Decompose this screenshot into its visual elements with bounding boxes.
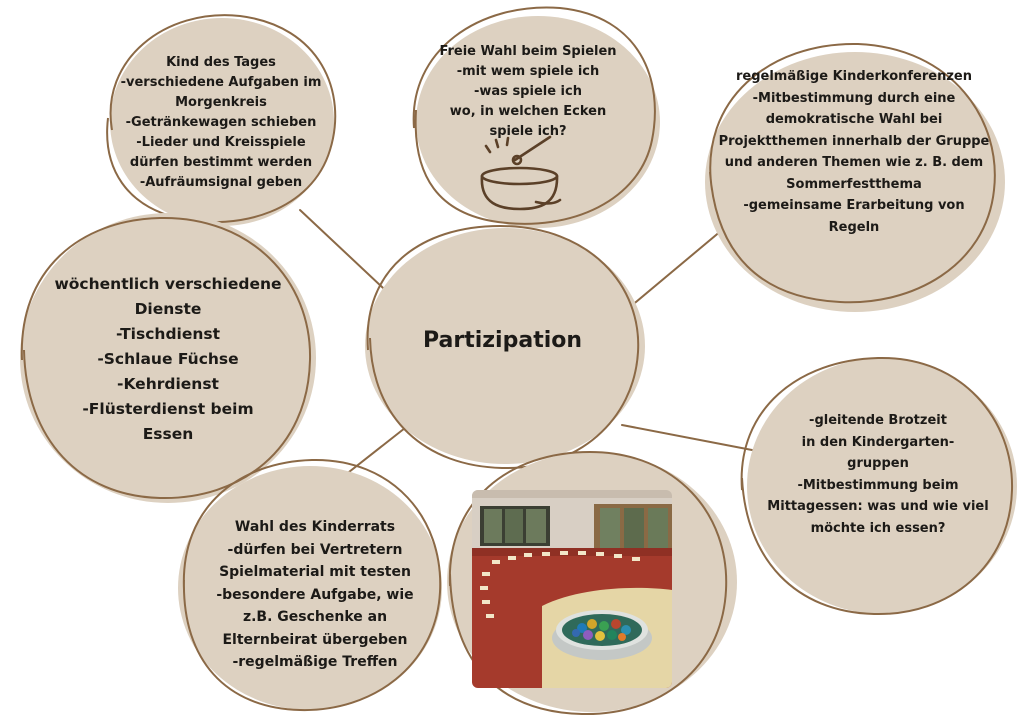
line: wo, in welchen Ecken bbox=[449, 104, 607, 119]
classroom-photo bbox=[472, 490, 672, 688]
line: -mit wem spiele ich bbox=[456, 64, 600, 79]
line: Kind des Tages bbox=[166, 55, 276, 70]
center-title: Partizipation bbox=[422, 328, 583, 353]
line: -gemeinsame Erarbeitung von bbox=[743, 198, 965, 213]
line: -Lieder und Kreisspiele bbox=[136, 135, 306, 150]
line: -verschiedene Aufgaben im bbox=[120, 75, 322, 90]
line: Sommerfestthema bbox=[786, 176, 922, 192]
line: -was spiele ich bbox=[474, 84, 582, 99]
line: Freie Wahl beim Spielen bbox=[439, 44, 617, 59]
line: regelmäßige Kinderkonferenzen bbox=[736, 69, 972, 84]
line: -besondere Aufgabe, wie bbox=[216, 586, 414, 603]
text-kinderrat bbox=[190, 516, 440, 674]
line: Morgenkreis bbox=[175, 95, 267, 110]
line: -Getränkewagen schieben bbox=[125, 115, 317, 130]
text-kinderkonferenzen bbox=[704, 66, 1004, 238]
connector-brotzeit bbox=[622, 425, 752, 450]
line: -Mitbestimmung beim bbox=[797, 477, 959, 493]
line: spiele ich? bbox=[489, 124, 567, 139]
line: Essen bbox=[142, 425, 194, 443]
line: Elternbeirat übergeben bbox=[222, 631, 408, 648]
line: -Mitbestimmung durch eine bbox=[752, 90, 956, 106]
line: -Aufräumsignal geben bbox=[139, 175, 303, 190]
line: in den Kindergarten- bbox=[801, 434, 955, 450]
line: demokratische Wahl bei bbox=[765, 112, 943, 127]
line: -Flüsterdienst beim bbox=[82, 400, 254, 418]
line: wöchentlich verschiedene bbox=[54, 275, 282, 293]
line: möchte ich essen? bbox=[810, 520, 946, 536]
text-dienste bbox=[30, 272, 306, 447]
line: Dienste bbox=[134, 300, 202, 318]
line: -Kehrdienst bbox=[117, 375, 219, 393]
line: -regelmäßige Treffen bbox=[232, 654, 398, 670]
line: Projektthemen innerhalb der Gruppe bbox=[718, 133, 990, 149]
line: Mittagessen: was und wie viel bbox=[767, 499, 989, 514]
line: und anderen Themen wie z. B. dem bbox=[724, 155, 984, 170]
text-brotzeit bbox=[750, 410, 1006, 539]
line: -Schlaue Füchse bbox=[97, 350, 239, 368]
line: Regeln bbox=[828, 219, 880, 235]
line: dürfen bestimmt werden bbox=[129, 155, 313, 170]
line: gruppen bbox=[847, 456, 909, 471]
line: -Tischdienst bbox=[115, 325, 221, 343]
text-freie-wahl bbox=[418, 42, 638, 142]
line: z.B. Geschenke an bbox=[242, 609, 388, 625]
line: Wahl des Kinderrats bbox=[234, 519, 396, 535]
line: -gleitende Brotzeit bbox=[809, 413, 947, 428]
text-kind-des-tages bbox=[105, 53, 337, 193]
line: Spielmaterial mit testen bbox=[219, 564, 411, 580]
line: -dürfen bei Vertretern bbox=[227, 541, 403, 558]
